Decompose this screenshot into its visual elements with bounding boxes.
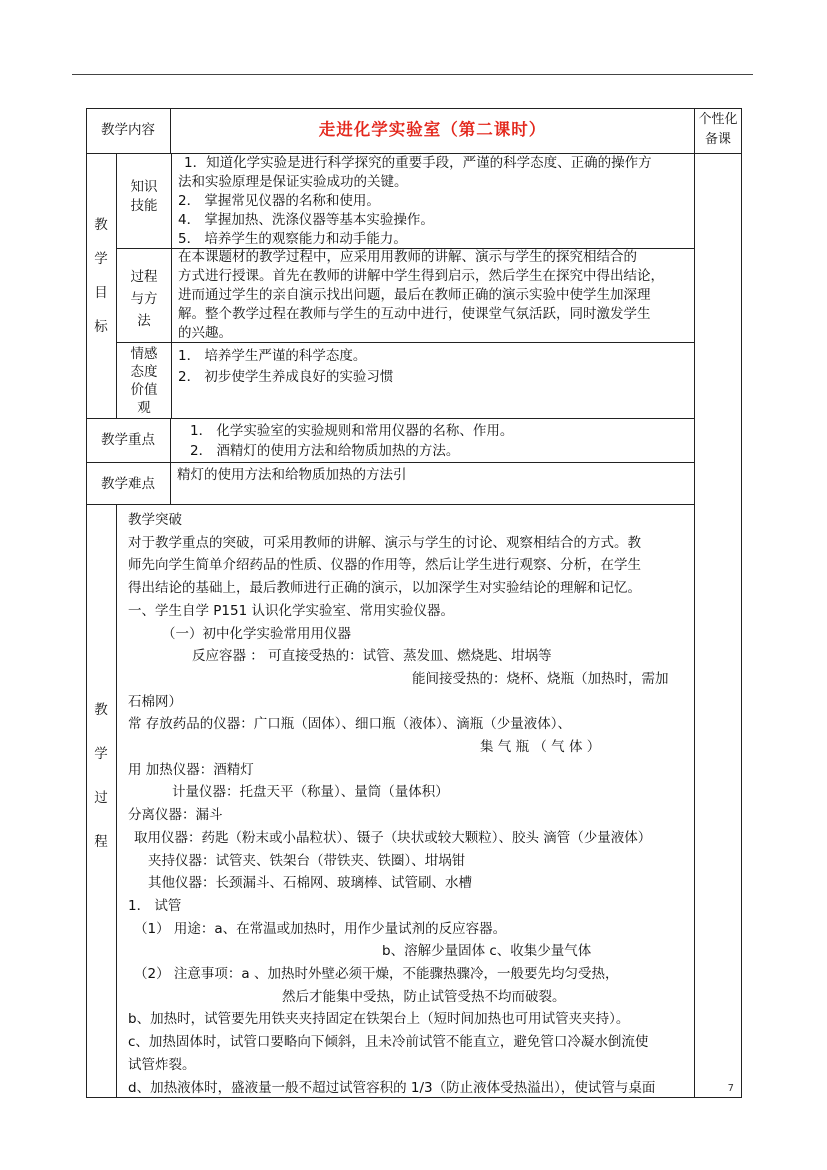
lesson-plan-table xyxy=(86,108,742,1098)
content-label: 教学内容 xyxy=(101,122,155,138)
key-points-label: 教学重点 xyxy=(101,432,155,448)
list-item: 然后才能集中受热，防止试管受热不均而破裂。 xyxy=(282,988,566,1005)
page-title: 走进化学实验室（第二课时） xyxy=(318,120,547,139)
list-item: 试管炸裂。 xyxy=(128,1056,196,1073)
list-item: d、加热液体时，盛液量一般不超过试管容积的 1/3（防止液体受热溢出），使试管与桌面 xyxy=(128,1079,656,1096)
list-item: 师先向学生简单介绍药品的性质、仪器的作用等，然后让学生进行观察、分析，在学生 xyxy=(128,557,641,574)
list-item: 教学突破 xyxy=(128,512,182,528)
list-item: （1） 用途：a、在常温或加热时，用作少量试剂的反应容器。 xyxy=(134,920,507,937)
process-label: 过程与方法 xyxy=(130,269,158,329)
process-body xyxy=(128,509,692,1099)
list-item: 集 气 瓶 （ 气 体 ） xyxy=(480,739,601,756)
objectives-side-label: 教 学 目 标 xyxy=(94,217,108,335)
list-item: （一）初中化学实验常用用仪器 xyxy=(162,625,351,642)
key-points-text: 1． 化学实验室的实验规则和常用仪器的名称、作用。 2． 酒精灯的使用方法和给物质加热的方法。 xyxy=(190,423,514,459)
list-item: c、加热固体时，试管口要略向下倾斜，且未冷前试管不能直立，避免管口冷凝水倒流使 xyxy=(128,1034,649,1051)
list-item: b、加热时，试管要先用铁夹夹持固定在铁架台上（短时间加热也可用试管夹夹持）。 xyxy=(128,1011,630,1028)
list-item: 一、学生自学 P151 认识化学实验室、常用实验仪器。 xyxy=(128,602,454,619)
list-item: 取用仪器：药匙（粉末或小晶粒状）、镊子（块状或较大颗粒）、胶头 滴管（少量液体） xyxy=(134,829,652,846)
process-text: 在本课题材的教学过程中，应采用用教师的讲解、演示与学生的探究相结合的 方式进行授课。首先在教师的讲解中学生得到启示，然后学生在探究中得出结论， 进而通过学生的亲自演示找出问题，最后在教师正确的演示实验中使学生加深理 解。整个教学过程在教师与学生的互动中进行，使课堂气氛活跃，同时激发学生 的兴趣。 xyxy=(178,249,664,341)
list-item: 计量仪器：托盘天平（称量）、量筒（量体积） xyxy=(172,784,449,801)
header-rule xyxy=(72,74,753,75)
list-item: 1． 试管 xyxy=(128,897,182,914)
list-item: 分离仪器：漏斗 xyxy=(128,807,223,824)
list-item: 反应容器 ： 可直接受热的：试管、蒸发皿、燃烧匙、坩埚等 xyxy=(192,648,552,665)
difficulties-text: 精灯的使用方法和给物质加热的方法引 xyxy=(177,467,407,483)
knowledge-text: 1．知道化学实验是进行科学探究的重要手段，严谨的科学态度、正确的操作方 法和实验原理是保证实验成功的关键。 2． 掌握常见仪器的名称和使用。 4． 掌握加热、洗涤仪器等基本实验操作。 5． 培养学生的观察能力和动手能力。 xyxy=(178,155,652,247)
personal-label: 个性化备课 xyxy=(698,112,738,147)
emotion-text: 1． 培养学生严谨的科学态度。 2． 初步使学生养成良好的实验习惯 xyxy=(178,348,394,385)
list-item: 对于教学重点的突破，可采用教师的讲解、演示与学生的讨论、观察相结合的方式。教 xyxy=(128,534,641,551)
list-item: 常 存放药品的仪器：广口瓶（固体）、细口瓶（液体）、滴瓶（少量液体）、 xyxy=(128,716,572,733)
knowledge-label: 知识技能 xyxy=(130,179,158,214)
list-item: 能间接受热的：烧杯、烧瓶（加热时，需加 xyxy=(412,670,669,687)
process-side-label: 教 学 过 程 xyxy=(94,702,108,850)
list-item: 用 加热仪器：酒精灯 xyxy=(128,761,254,778)
list-item: 石棉网） xyxy=(128,693,182,710)
emotion-label: 情感态度价值观 xyxy=(130,346,158,416)
list-item: 夹持仪器：试管夹、铁架台（带铁夹、铁圈）、坩埚钳 xyxy=(148,852,466,869)
list-item: b、溶解少量固体 c、收集少量气体 xyxy=(382,943,592,960)
difficulties-label: 教学难点 xyxy=(101,476,155,492)
list-item: （2） 注意事项：a 、加热时外壁必须干燥，不能骤热骤冷，一般要先均匀受热， xyxy=(134,966,619,983)
list-item: 其他仪器：长颈漏斗、石棉网、玻璃棒、试管刷、水槽 xyxy=(148,875,472,892)
page-number: 7 xyxy=(727,1083,734,1094)
list-item: 得出结论的基础上，最后教师进行正确的演示，以加深学生对实验结论的理解和记忆。 xyxy=(128,580,641,597)
